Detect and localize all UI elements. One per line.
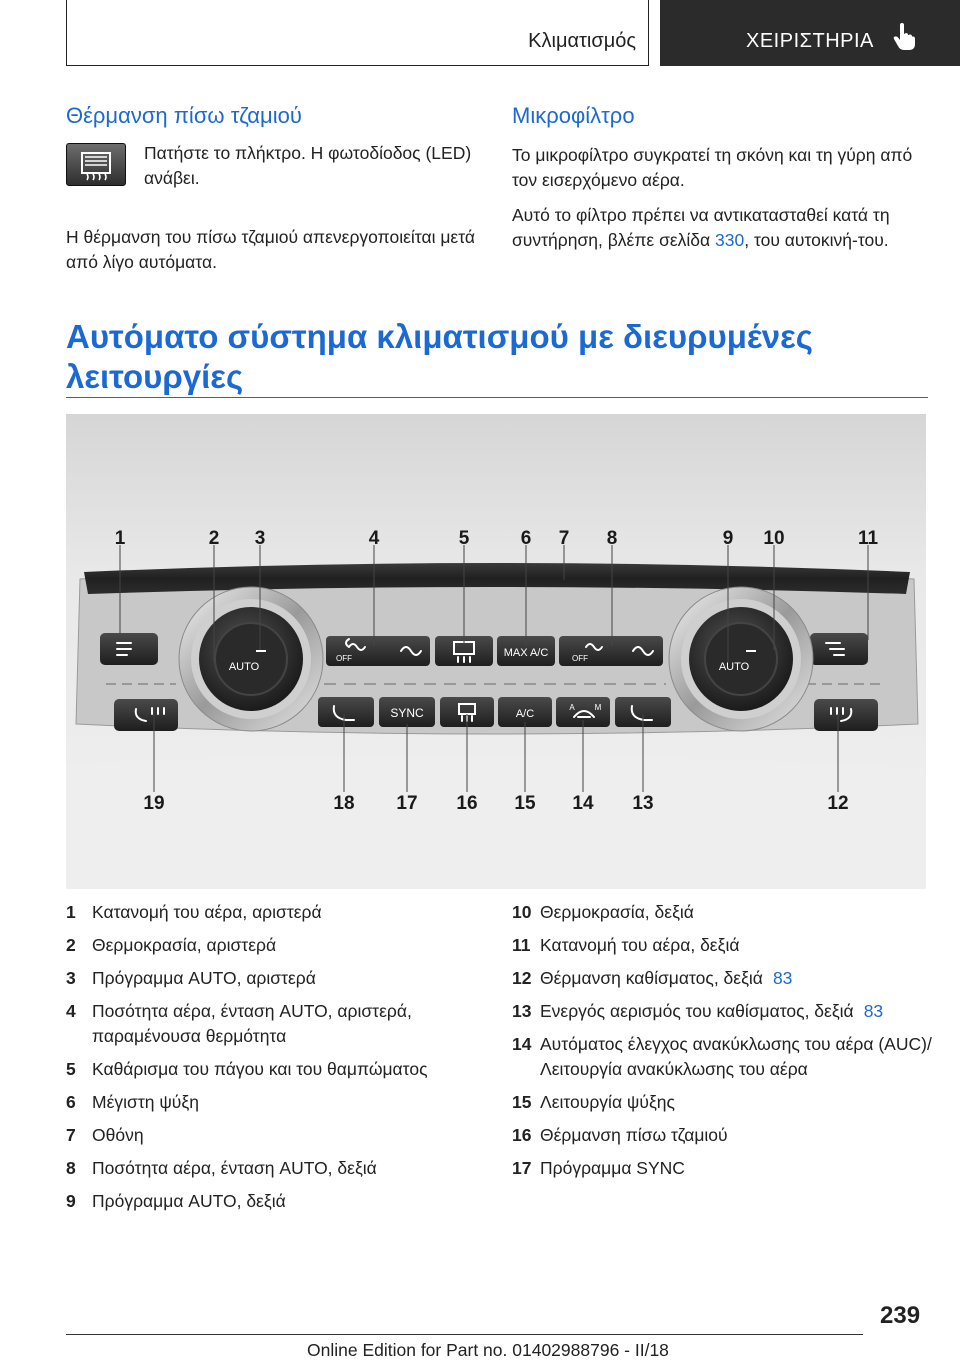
callout-13: 13 [632, 793, 654, 814]
callout-4: 4 [368, 528, 380, 549]
legend-text: Θερμοκρασία, αριστερά [92, 935, 277, 955]
legend-text: Μέγιστη ψύξη [92, 1092, 199, 1112]
legend-number: 17 [512, 1158, 532, 1178]
ac-key-label: A/C [515, 708, 535, 720]
legend-text: Πρόγραμμα AUTO, αριστερά [92, 968, 316, 988]
callout-17: 17 [396, 793, 418, 814]
legend-item [512, 999, 932, 1024]
legend-text: Κατανομή του αέρα, δεξιά [540, 935, 740, 955]
callout-19: 19 [143, 793, 165, 814]
legend-text: Αυτόματος έλεγχος ανακύκλωσης του αέρα (AUC)/Λειτουργία ανακύκλωσης του αέρα [540, 1034, 932, 1079]
legend-item [66, 966, 486, 991]
legend-list-right [512, 900, 932, 1189]
callout-3: 3 [254, 528, 266, 549]
page-number: 239 [880, 1302, 921, 1329]
legend-text: Πρόγραμμα SYNC [540, 1158, 685, 1178]
rear-defrost-instruction: Πατήστε το πλήκτρο. Η φωτοδίοδος (LED) ανάβει. [144, 143, 472, 188]
page-reference-link[interactable]: 83 [863, 1001, 884, 1021]
legend-text: Λειτουργία ψύξης [540, 1092, 675, 1112]
legend-number: 13 [512, 1001, 532, 1021]
callout-15: 15 [514, 793, 536, 814]
callout-1: 1 [114, 528, 126, 549]
microfilter-heading: Μικροφίλτρο [512, 103, 635, 128]
legend-item [66, 1057, 486, 1082]
callout-9: 9 [722, 528, 734, 549]
legend-number: 16 [512, 1125, 532, 1145]
legend-number: 4 [66, 1001, 76, 1021]
manual-chapter-label: ΧΕΙΡΙΣΤΗΡΙΑ [746, 30, 874, 52]
fan-right-off-label: OFF [572, 654, 588, 663]
legend-text: Ποσότητα αέρα, ένταση AUTO, δεξιά [92, 1158, 377, 1178]
legend-item [66, 933, 486, 958]
legend-list-left [66, 900, 486, 1222]
legend-text: Ποσότητα αέρα, ένταση AUTO, αριστερά, παραμένουσα θερμότητα [92, 1001, 412, 1046]
legend-text: Οθόνη [92, 1125, 144, 1145]
microfilter-p2-text: Αυτό το φίλτρο πρέπει να αντικατασταθεί κατά τη συντήρηση, βλέπε σελίδα [512, 205, 890, 250]
legend-text: Ενεργός αερισμός του καθίσματος, δεξιά [540, 1001, 854, 1021]
callout-12: 12 [827, 793, 849, 814]
callout-6: 6 [520, 528, 532, 549]
max-ac-key-label: MAX A/C [503, 647, 549, 659]
callout-10: 10 [763, 528, 785, 549]
callout-5: 5 [458, 528, 470, 549]
legend-number: 3 [66, 968, 76, 988]
legend-number: 5 [66, 1059, 76, 1079]
auc-m-label: M [594, 703, 602, 712]
climate-control-panel-figure [66, 414, 926, 889]
legend-text: Κατανομή του αέρα, αριστερά [92, 902, 322, 922]
legend-number: 11 [512, 935, 531, 955]
legend-text: Θέρμανση καθίσματος, δεξιά [540, 968, 763, 988]
pointing-hand-icon [892, 22, 916, 57]
knob-left-auto-label: AUTO [228, 661, 260, 673]
microfilter-section [512, 103, 932, 263]
callout-7: 7 [558, 528, 570, 549]
legend-text: Πρόγραμμα AUTO, δεξιά [92, 1191, 286, 1211]
legend-number: 6 [66, 1092, 76, 1112]
legend-item [512, 1032, 932, 1082]
callout-18: 18 [333, 793, 355, 814]
section-title: Κλιματισμός [528, 30, 636, 52]
knob-right-auto-label: AUTO [718, 661, 750, 673]
header-manual-tab[interactable] [660, 0, 960, 66]
legend-number: 1 [66, 902, 76, 922]
callout-2: 2 [208, 528, 220, 549]
legend-item [512, 1123, 932, 1148]
microfilter-p2-end: , του αυτοκινή‐του. [744, 230, 889, 250]
microfilter-paragraph-1: Το μικροφίλτρο συγκρατεί τη σκόνη και τη γύρη από τον εισερχόμενο αέρα. [512, 145, 913, 190]
legend-number: 8 [66, 1158, 76, 1178]
callout-8: 8 [606, 528, 618, 549]
legend-number: 15 [512, 1092, 532, 1112]
legend-number: 10 [512, 902, 532, 922]
auc-a-label: A [569, 703, 575, 712]
legend-number: 2 [66, 935, 76, 955]
legend-text: Καθάρισμα του πάγου και του θαμπώματος [92, 1059, 428, 1079]
page-reference-link[interactable]: 83 [772, 968, 793, 988]
header-section-box [66, 0, 649, 66]
legend-item [66, 1090, 486, 1115]
footer-divider [66, 1334, 863, 1335]
legend-number: 9 [66, 1191, 76, 1211]
legend-item [66, 1189, 486, 1214]
callout-11: 11 [857, 528, 879, 549]
legend-item [512, 966, 932, 991]
title-divider [66, 397, 928, 398]
page-main-title: Αυτόματο σύστημα κλιματισμού με διευρυμένες λειτουργίες [66, 318, 813, 395]
edition-note: Online Edition for Part no. 01402988796 - II/18 [307, 1340, 669, 1360]
callout-16: 16 [456, 793, 478, 814]
legend-item [66, 1156, 486, 1181]
rear-defrost-note: Η θέρμανση του πίσω τζαμιού απενεργοποιείται μετά από λίγο αυτόματα. [66, 227, 475, 272]
rear-defrost-heading: Θέρμανση πίσω τζαμιού [66, 103, 302, 128]
legend-text: Θέρμανση πίσω τζαμιού [540, 1125, 728, 1145]
legend-item [66, 999, 486, 1049]
fan-left-off-label: OFF [336, 654, 352, 663]
legend-item [512, 900, 932, 925]
rear-window-defrost-icon [66, 143, 126, 186]
legend-number: 12 [512, 968, 532, 988]
rear-defrost-section [66, 103, 486, 285]
sync-key-label: SYNC [390, 706, 424, 720]
page-reference-link[interactable]: 330 [715, 230, 745, 250]
legend-item [512, 1156, 932, 1181]
legend-item [512, 933, 932, 958]
callout-14: 14 [572, 793, 594, 814]
legend-item [66, 1123, 486, 1148]
microfilter-paragraph-2 [512, 203, 932, 253]
legend-item [66, 900, 486, 925]
legend-item [512, 1090, 932, 1115]
legend-text: Θερμοκρασία, δεξιά [540, 902, 694, 922]
legend-number: 14 [512, 1034, 532, 1054]
legend-number: 7 [66, 1125, 76, 1145]
